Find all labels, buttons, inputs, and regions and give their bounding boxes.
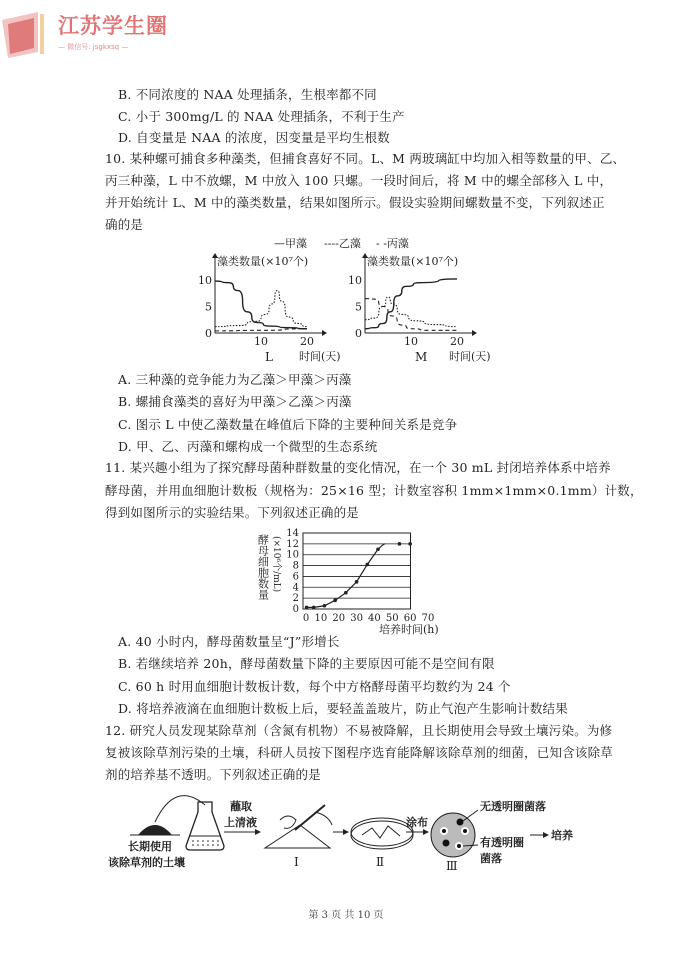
petri-dish-streak-icon — [351, 818, 413, 849]
x-tick-label: 10 — [254, 335, 268, 348]
data-point — [333, 599, 337, 603]
panel-label: M — [415, 350, 428, 364]
y-axis-label: 藻类数量(×10⁷个) — [367, 255, 459, 268]
x-tick-label: 70 — [421, 613, 435, 624]
yeast-chart — [255, 520, 445, 638]
q11-stem-line: 得到如图所示的实验结果。下列叙述正确的是 — [105, 505, 360, 520]
y-tick-label: 10 — [348, 274, 362, 287]
data-point — [398, 542, 402, 546]
y-tick-label: 0 — [292, 604, 299, 615]
spread-label: 涂布 — [406, 816, 428, 829]
x-tick-label: 10 — [404, 335, 418, 348]
step-label-1: 蘸取 — [230, 800, 252, 813]
q11-stem-line: 酵母菌，并用血细胞计数板（规格为：25×16 型；计数室容积 1mm×1mm×0.1mm）计数， — [105, 483, 643, 498]
data-point — [365, 563, 369, 567]
data-point — [344, 591, 348, 595]
panel-M — [348, 253, 491, 364]
x-tick-label: 30 — [350, 613, 363, 624]
soil-label-2: 该除草剂的土壤 — [108, 856, 185, 869]
q11-stem-line: 11. 某兴趣小组为了探究酵母菌种群数量的变化情况，在一个 30 mL 封闭培养体系中培养 — [105, 460, 611, 475]
q10-option-a: A. 三种藻的竞争能力为乙藻＞甲藻＞丙藻 — [118, 372, 352, 387]
data-point — [408, 542, 412, 546]
x-axis-label: 培养时间(h) — [379, 623, 439, 636]
y-tick-label: 6 — [292, 571, 299, 583]
x-tick-label: 60 — [403, 613, 417, 624]
screening-diagram — [100, 790, 600, 880]
q10-option-d: D. 甲、乙、丙藻和螺构成一个微型的生态系统 — [118, 439, 378, 454]
y-axis-unit: (×10⁶个/mL) — [271, 536, 281, 593]
y-tick-label: 4 — [292, 582, 299, 594]
q9-option-d: D. 自变量是 NAA 的浓度，因变量是平均生根数 — [118, 130, 390, 145]
series-丙藻 — [215, 329, 307, 331]
data-point — [305, 606, 309, 610]
q10-option-c: C. 图示 L 中使乙藻数量在峰值后下降的主要种间关系是竞争 — [118, 417, 458, 432]
algae-figure — [190, 235, 510, 367]
y-tick-label: 0 — [355, 327, 362, 340]
q9-option-b: B. 不同浓度的 NAA 处理插条，生根率都不同 — [118, 87, 377, 102]
x-tick-label: 20 — [300, 335, 314, 348]
x-arrow-icon — [322, 330, 327, 336]
data-point — [376, 547, 380, 551]
data-point — [312, 606, 316, 610]
inoculation-icon — [265, 805, 332, 848]
q10-stem-line: 确的是 — [105, 217, 144, 232]
stage-3-label: Ⅲ — [446, 859, 458, 873]
q11-option-b: B. 若继续培养 20h，酵母菌数量下降的主要原因可能不是空间有限 — [118, 656, 495, 671]
halo-label-2: 菌落 — [480, 852, 502, 865]
y-tick-label: 5 — [355, 300, 362, 314]
x-axis-label: 时间(天) — [449, 350, 491, 363]
soil-mound-icon — [138, 825, 172, 835]
culture-label: 培养 — [551, 829, 573, 842]
q11-option-c: C. 60 h 时用血细胞计数板计数，每个中方格酵母菌平均数约为 24 个 — [118, 679, 511, 694]
y-tick-label: 10 — [198, 274, 212, 287]
x-tick-label: 0 — [302, 613, 310, 624]
soil-label-1: 长期使用 — [128, 840, 172, 853]
step-label-2: 上清液 — [224, 816, 257, 829]
no-halo-label: 无透明圈菌落 — [480, 800, 546, 813]
petri-dish-colonies-icon — [431, 810, 478, 857]
logo-title: 江苏学生圈 — [58, 14, 168, 38]
y-tick-label: 12 — [286, 538, 299, 550]
q12-stem-line: 12. 研究人员发现某除草剂（含氮有机物）不易被降解，且长期使用会导致土壤污染。为修 — [105, 723, 613, 738]
q10-stem-line: 丙三种藻，L 中不放螺，M 中放入 100 只螺。一段时间后，将 M 中的螺全部移入 L 中， — [105, 173, 613, 188]
q10-stem-line: 10. 某种螺可捕食多种藻类，但捕食喜好不同。L、M 两玻璃缸中均加入相等数量的甲、乙、 — [105, 151, 626, 166]
y-tick-label: 14 — [286, 528, 299, 539]
y-tick-label: 8 — [292, 560, 299, 572]
y-axis-label: 酵母细胞数量 — [256, 534, 270, 600]
series-乙藻 — [215, 291, 307, 327]
q9-option-c: C. 小于 300mg/L 的 NAA 处理插条，不利于生产 — [118, 109, 405, 124]
x-tick-label: 10 — [314, 613, 328, 624]
x-axis-label: 时间(天) — [299, 350, 341, 363]
y-tick-label: 0 — [205, 327, 212, 340]
x-tick-label: 50 — [385, 613, 399, 624]
y-axis-label: 藻类数量(×10⁷个) — [217, 255, 309, 268]
stage-2-label: Ⅱ — [376, 855, 385, 869]
x-tick-label: 40 — [368, 613, 381, 624]
y-tick-label: 2 — [292, 593, 299, 605]
logo-subtitle: — 微信号: jsgkxsq — — [58, 43, 129, 51]
logo-icon — [0, 8, 50, 58]
panel-L — [198, 253, 341, 364]
series-甲藻 — [215, 281, 307, 329]
page-footer: 第 3 页 共 10 页 — [308, 910, 384, 921]
plot-frame — [303, 533, 411, 609]
x-tick-label: 20 — [332, 613, 346, 624]
q12-stem-line: 剂的培养基不透明。下列叙述正确的是 — [105, 767, 321, 782]
x-arrow-icon — [472, 330, 477, 336]
data-point — [323, 604, 327, 608]
x-tick-label: 20 — [450, 335, 464, 348]
q11-option-a: A. 40 小时内，酵母菌数量呈“J”形增长 — [118, 634, 340, 649]
q11-option-d: D. 将培养液滴在血细胞计数板上后，要轻盖盖玻片，防止气泡产生影响计数结果 — [118, 701, 568, 716]
panel-label: L — [265, 350, 273, 364]
legend-jia: —甲藻 — [274, 237, 307, 250]
halo-label-1: 有透明圈 — [480, 836, 524, 849]
legend-bing: - -丙藻 — [376, 237, 409, 250]
data-point — [355, 580, 359, 584]
q12-stem-line: 复被该除草剂污染的土壤，科研人员按下图程序选育能降解该除草剂的细菌，已知含该除草 — [105, 745, 614, 760]
y-tick-label: 5 — [205, 300, 212, 314]
flask-icon — [186, 802, 224, 850]
flask-dots — [192, 840, 219, 846]
legend-yi: ----乙藻 — [324, 237, 361, 250]
y-tick-label: 10 — [286, 549, 299, 561]
stage-1-label: Ⅰ — [294, 855, 299, 869]
q10-stem-line: 并开始统计 L、M 中的藻类数量，结果如图所示。假设实验期间螺数量不变，下列叙述正 — [105, 195, 605, 210]
q10-option-b: B. 螺捕食藻类的喜好为甲藻＞乙藻＞丙藻 — [118, 394, 352, 409]
